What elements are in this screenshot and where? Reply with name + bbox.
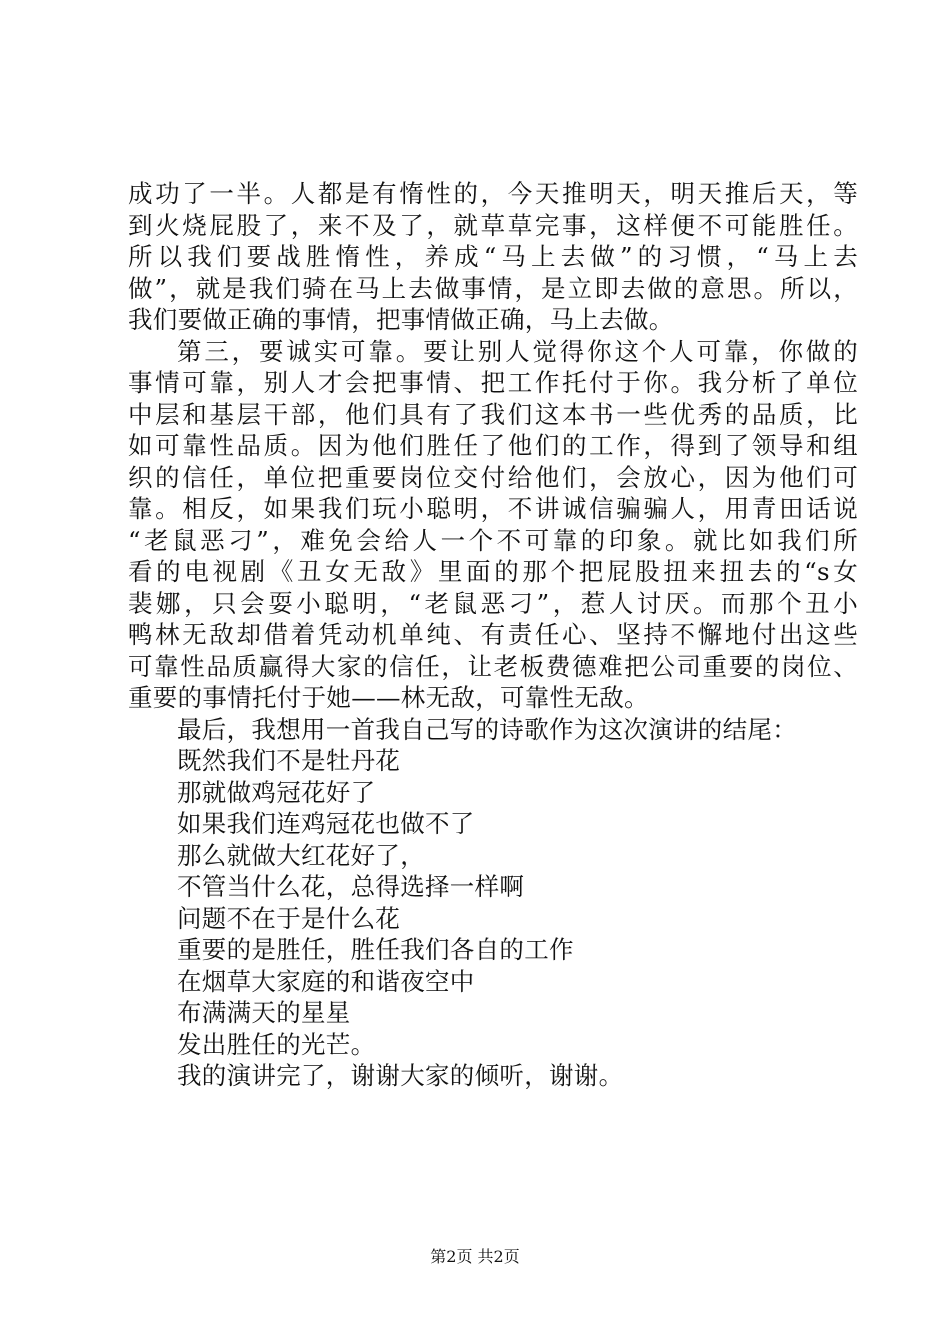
text-line: 成功了一半。人都是有惰性的，今天推明天，明天推后天，等 (128, 179, 858, 208)
text-line: 所以我们要战胜惰性，养成“马上去做”的习惯，“马上去 (128, 242, 858, 271)
text-line: 做”，就是我们骑在马上去做事情，是立即去做的意思。所以， (128, 273, 859, 303)
text-line: 看的电视剧《丑女无敌》里面的那个把屁股扭来扭去的“s女 (128, 557, 858, 586)
text-line: 重要的事情托付于她——林无敌，可靠性无敌。 (128, 683, 649, 712)
text-line: 裴娜，只会耍小聪明，“老鼠恶刁”，惹人讨厌。而那个丑小 (128, 588, 858, 618)
poem-line: 那么就做大红花好了， (177, 840, 425, 870)
paragraph-honesty (128, 336, 858, 714)
document-body (128, 178, 858, 1092)
text-line: 中层和基层干部，他们具有了我们这本书一些优秀的品质，比 (128, 399, 858, 429)
poem-line: 发出胜任的光芒。 (177, 1029, 376, 1059)
poem-line: 那就做鸡冠花好了 (177, 777, 376, 807)
closing-thanks: 我的演讲完了，谢谢大家的倾听，谢谢。 (177, 1061, 624, 1090)
poem-line: 既然我们不是牡丹花 (177, 746, 401, 775)
poem-line: 不管当什么花，总得选择一样啊 (177, 872, 525, 901)
poem-line: 如果我们连鸡冠花也做不了 (177, 809, 475, 838)
closing-intro: 最后，我想用一首我自己写的诗歌作为这次演讲的结尾： (177, 714, 797, 744)
text-line: 织的信任，单位把重要岗位交付给他们，会放心，因为他们可 (128, 462, 858, 492)
poem-line: 布满满天的星星 (177, 998, 351, 1027)
text-line: 第三，要诚实可靠。要让别人觉得你这个人可靠，你做的 (177, 336, 858, 366)
poem (128, 745, 858, 1060)
paragraph-procrastination (128, 178, 858, 336)
text-line: 事情可靠，别人才会把事情、把工作托付于你。我分析了单位 (128, 368, 858, 397)
text-line: 到火烧屁股了，来不及了，就草草完事，这样便不可能胜任。 (128, 210, 858, 240)
poem-line: 问题不在于是什么花 (177, 903, 401, 933)
text-line: 靠。相反，如果我们玩小聪明，不讲诚信骗骗人，用青田话说 (128, 494, 858, 523)
text-line: 我们要做正确的事情，把事情做正确，马上去做。 (128, 305, 674, 334)
text-line: “老鼠恶刁”，难免会给人一个不可靠的印象。就比如我们所 (128, 525, 858, 555)
text-line: 鸭林无敌却借着凭动机单纯、有责任心、坚持不懈地付出这些 (128, 620, 858, 649)
poem-line: 重要的是胜任，胜任我们各自的工作 (177, 935, 574, 964)
poem-line: 在烟草大家庭的和谐夜空中 (177, 966, 475, 996)
text-line: 如可靠性品质。因为他们胜任了他们的工作，得到了领导和组 (128, 431, 858, 460)
text-line: 可靠性品质赢得大家的信任，让老板费德难把公司重要的岗位、 (128, 651, 858, 681)
page-footer: 第2页 共2页 (430, 1247, 520, 1266)
